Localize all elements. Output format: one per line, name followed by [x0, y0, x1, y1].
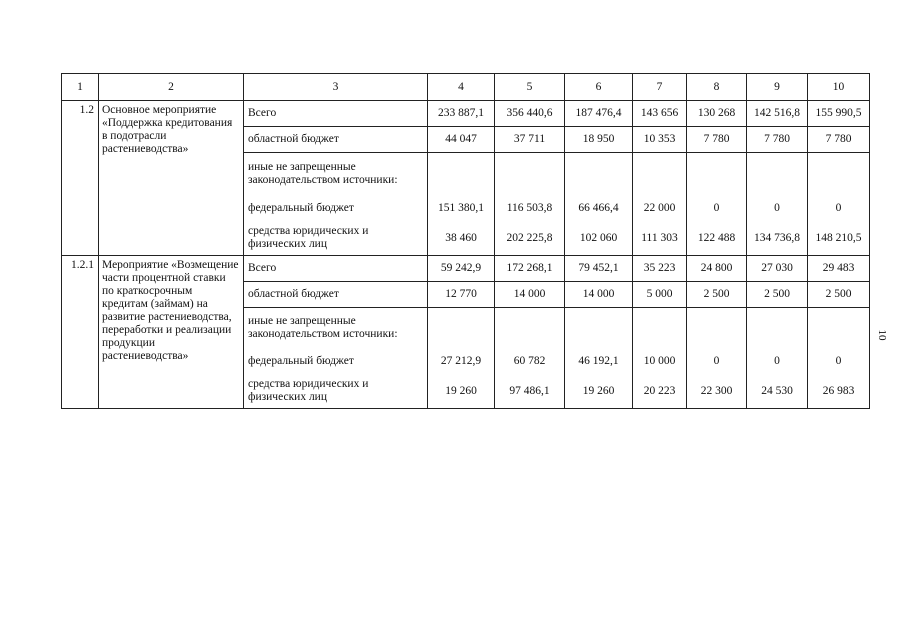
value-cell: 102 060	[565, 222, 633, 256]
column-number: 5	[495, 74, 565, 101]
value-cell: 172 268,1	[495, 256, 565, 282]
value-cell: 122 488	[687, 222, 747, 256]
value-cell: 29 483	[808, 256, 870, 282]
value-cell: 97 486,1	[495, 375, 565, 409]
value-cell: 2 500	[747, 282, 808, 308]
value-cell: 0	[808, 349, 870, 375]
value-cell	[687, 153, 747, 196]
funding-source: иные не запрещенные законодательством источники:	[244, 308, 428, 349]
section-code: 1.2	[62, 101, 99, 256]
value-cell: 116 503,8	[495, 196, 565, 222]
value-cell: 155 990,5	[808, 101, 870, 127]
value-cell: 151 380,1	[428, 196, 495, 222]
value-cell: 356 440,6	[495, 101, 565, 127]
value-cell: 20 223	[633, 375, 687, 409]
column-number: 1	[62, 74, 99, 101]
value-cell: 0	[747, 196, 808, 222]
value-cell: 46 192,1	[565, 349, 633, 375]
funding-source: областной бюджет	[244, 282, 428, 308]
value-cell: 35 223	[633, 256, 687, 282]
value-cell	[428, 308, 495, 349]
value-cell: 18 950	[565, 127, 633, 153]
value-cell: 24 530	[747, 375, 808, 409]
column-number: 2	[99, 74, 244, 101]
value-cell	[808, 153, 870, 196]
value-cell	[747, 153, 808, 196]
value-cell: 79 452,1	[565, 256, 633, 282]
page-number: 10	[876, 329, 888, 341]
funding-source: иные не запрещенные законодательством источники:	[244, 153, 428, 196]
column-number: 3	[244, 74, 428, 101]
value-cell	[495, 153, 565, 196]
column-number: 9	[747, 74, 808, 101]
value-cell	[633, 153, 687, 196]
value-cell: 60 782	[495, 349, 565, 375]
value-cell	[428, 153, 495, 196]
table-row	[62, 101, 870, 127]
value-cell: 38 460	[428, 222, 495, 256]
value-cell	[687, 308, 747, 349]
value-cell: 233 887,1	[428, 101, 495, 127]
value-cell: 10 353	[633, 127, 687, 153]
value-cell: 0	[808, 196, 870, 222]
value-cell: 202 225,8	[495, 222, 565, 256]
value-cell	[495, 308, 565, 349]
funding-source: федеральный бюджет	[244, 349, 428, 375]
value-cell: 0	[687, 349, 747, 375]
value-cell: 66 466,4	[565, 196, 633, 222]
value-cell: 7 780	[747, 127, 808, 153]
funding-source: областной бюджет	[244, 127, 428, 153]
value-cell	[565, 308, 633, 349]
value-cell: 2 500	[808, 282, 870, 308]
column-number: 6	[565, 74, 633, 101]
value-cell: 0	[747, 349, 808, 375]
column-number: 7	[633, 74, 687, 101]
budget-table	[61, 73, 870, 409]
column-number-row	[62, 74, 870, 101]
table-row	[62, 256, 870, 282]
value-cell: 59 242,9	[428, 256, 495, 282]
column-number: 4	[428, 74, 495, 101]
funding-source: средства юридических и физических лиц	[244, 222, 428, 256]
value-cell: 14 000	[495, 282, 565, 308]
value-cell: 10 000	[633, 349, 687, 375]
value-cell: 143 656	[633, 101, 687, 127]
value-cell: 142 516,8	[747, 101, 808, 127]
value-cell: 22 300	[687, 375, 747, 409]
value-cell: 14 000	[565, 282, 633, 308]
section-name: Мероприятие «Возмещение части процентной ставки по краткосрочным кредитам (займам) на развитие растениеводства, переработки и реализации продукции растениеводства»	[99, 256, 244, 409]
value-cell: 7 780	[687, 127, 747, 153]
value-cell: 134 736,8	[747, 222, 808, 256]
value-cell: 27 212,9	[428, 349, 495, 375]
value-cell: 0	[687, 196, 747, 222]
funding-source: Всего	[244, 101, 428, 127]
section-name: Основное мероприятие «Поддержка кредитования в подотрасли растениеводства»	[99, 101, 244, 256]
value-cell	[565, 153, 633, 196]
value-cell: 19 260	[428, 375, 495, 409]
value-cell: 37 711	[495, 127, 565, 153]
column-number: 10	[808, 74, 870, 101]
value-cell: 44 047	[428, 127, 495, 153]
value-cell: 27 030	[747, 256, 808, 282]
value-cell: 24 800	[687, 256, 747, 282]
value-cell: 130 268	[687, 101, 747, 127]
funding-source: Всего	[244, 256, 428, 282]
value-cell: 187 476,4	[565, 101, 633, 127]
value-cell	[808, 308, 870, 349]
value-cell: 22 000	[633, 196, 687, 222]
value-cell	[747, 308, 808, 349]
value-cell: 19 260	[565, 375, 633, 409]
value-cell: 2 500	[687, 282, 747, 308]
value-cell: 26 983	[808, 375, 870, 409]
column-number: 8	[687, 74, 747, 101]
funding-source: средства юридических и физических лиц	[244, 375, 428, 409]
value-cell: 148 210,5	[808, 222, 870, 256]
value-cell	[633, 308, 687, 349]
value-cell: 111 303	[633, 222, 687, 256]
value-cell: 12 770	[428, 282, 495, 308]
funding-source: федеральный бюджет	[244, 196, 428, 222]
section-code: 1.2.1	[62, 256, 99, 409]
value-cell: 7 780	[808, 127, 870, 153]
value-cell: 5 000	[633, 282, 687, 308]
